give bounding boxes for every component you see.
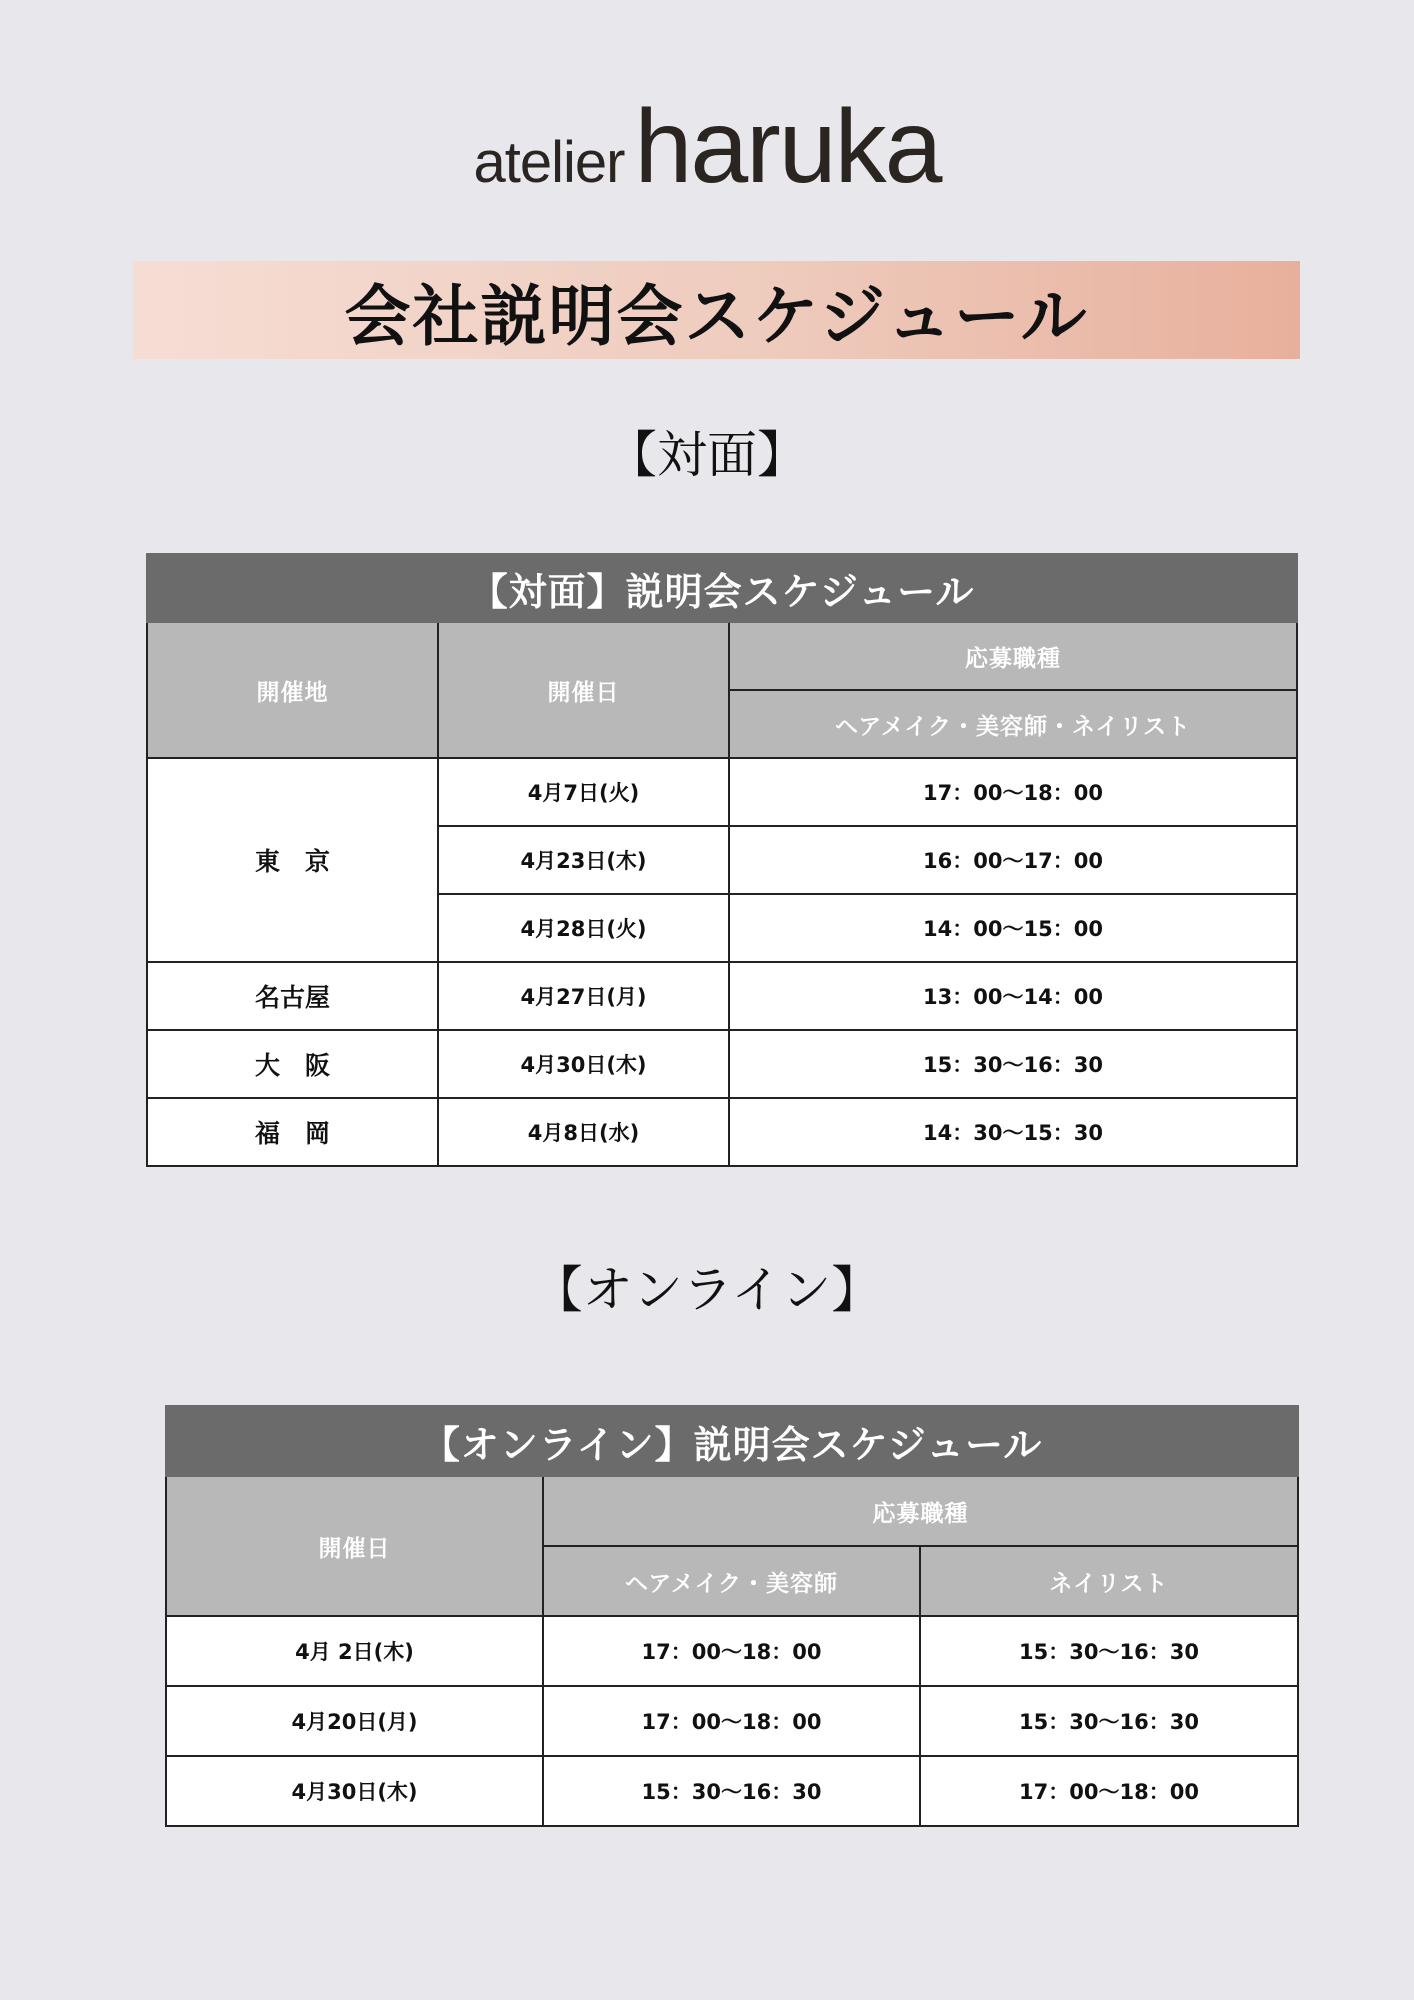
location-cell: 福 岡 <box>147 1098 438 1166</box>
time-cell-nail: 15：30〜16：30 <box>920 1686 1298 1756</box>
time-cell-hair: 17：00〜18：00 <box>543 1686 920 1756</box>
time-cell-nail: 17：00〜18：00 <box>920 1756 1298 1826</box>
header-date: 開催日 <box>166 1476 543 1616</box>
header-date: 開催日 <box>438 622 729 758</box>
date-cell: 4月30日(木) <box>438 1030 729 1098</box>
date-cell: 4月7日(火) <box>438 758 729 826</box>
table-row <box>166 1756 1298 1826</box>
table-row <box>147 758 1297 826</box>
page-title: 会社説明会スケジュール <box>344 277 1089 355</box>
table-row <box>166 1616 1298 1686</box>
offline-table-title: 【対面】説明会スケジュール <box>147 554 1297 622</box>
logo-prefix: atelier <box>473 130 625 195</box>
offline-section-title: 【対面】 <box>607 426 807 484</box>
brand-logo <box>0 88 1414 207</box>
date-cell: 4月8日(水) <box>438 1098 729 1166</box>
time-cell: 14：30〜15：30 <box>729 1098 1297 1166</box>
table-row <box>166 1686 1298 1756</box>
table-row <box>147 962 1297 1030</box>
table-row <box>147 1030 1297 1098</box>
page-title-banner <box>133 261 1300 359</box>
location-cell: 東 京 <box>147 758 438 962</box>
header-job-nail: ネイリスト <box>920 1546 1298 1616</box>
offline-schedule-table <box>146 553 1298 1167</box>
location-cell: 大 阪 <box>147 1030 438 1098</box>
online-schedule-table <box>165 1405 1299 1827</box>
time-cell-nail: 15：30〜16：30 <box>920 1616 1298 1686</box>
time-cell: 15：30〜16：30 <box>729 1030 1297 1098</box>
header-job-sub: ヘアメイク・美容師・ネイリスト <box>729 690 1297 758</box>
date-cell: 4月23日(木) <box>438 826 729 894</box>
date-cell: 4月28日(火) <box>438 894 729 962</box>
date-cell: 4月 2日(木) <box>166 1616 543 1686</box>
table-row <box>147 1098 1297 1166</box>
header-job-hair: ヘアメイク・美容師 <box>543 1546 920 1616</box>
logo-name: haruka <box>634 89 941 205</box>
online-table-title: 【オンライン】説明会スケジュール <box>166 1406 1298 1476</box>
online-section-title: 【オンライン】 <box>532 1261 882 1319</box>
time-cell-hair: 15：30〜16：30 <box>543 1756 920 1826</box>
location-cell: 名古屋 <box>147 962 438 1030</box>
time-cell: 17：00〜18：00 <box>729 758 1297 826</box>
date-cell: 4月27日(月) <box>438 962 729 1030</box>
date-cell: 4月20日(月) <box>166 1686 543 1756</box>
header-location: 開催地 <box>147 622 438 758</box>
time-cell: 13：00〜14：00 <box>729 962 1297 1030</box>
header-job: 応募職種 <box>543 1476 1298 1546</box>
time-cell: 16：00〜17：00 <box>729 826 1297 894</box>
date-cell: 4月30日(木) <box>166 1756 543 1826</box>
time-cell-hair: 17：00〜18：00 <box>543 1616 920 1686</box>
header-job: 応募職種 <box>729 622 1297 690</box>
time-cell: 14：00〜15：00 <box>729 894 1297 962</box>
